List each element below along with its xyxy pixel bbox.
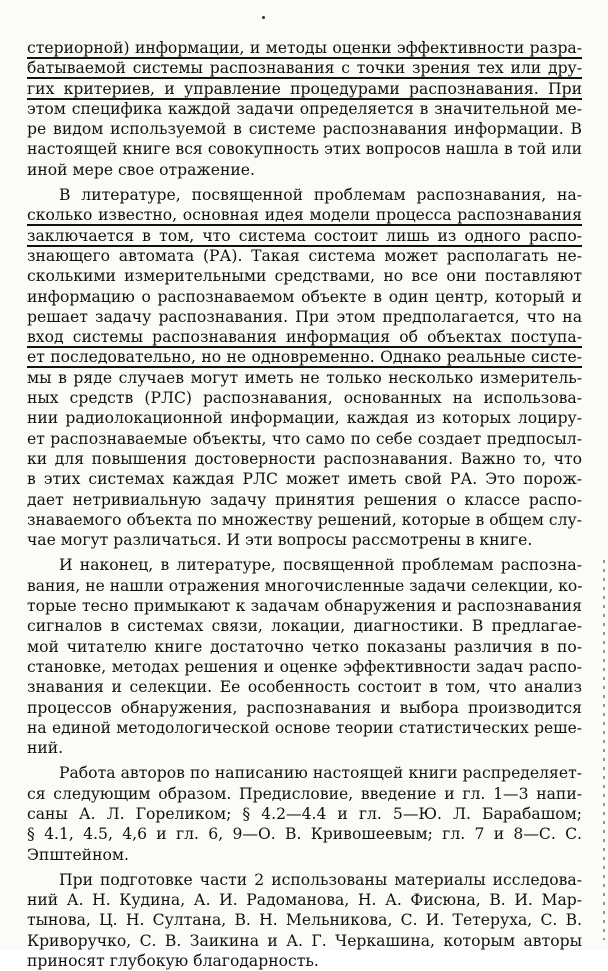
text-line: батываемой системы распознавания с точки зрения тех или дру-: [27, 59, 582, 78]
text-line: ных средств (РЛС) распознавания, основанных на использова-: [27, 389, 582, 408]
text-line: В литературе, посвященной проблемам распознавания, на-: [59, 186, 582, 205]
paragraph-5: [27, 870, 582, 971]
text-line: Эпштейном.: [27, 845, 129, 864]
scan-speck: [262, 16, 265, 19]
paragraph-2: [27, 185, 582, 550]
scan-edge-mark: [603, 560, 605, 940]
text-line: иной мере свое отражение.: [27, 160, 255, 179]
paragraph-1: [27, 38, 582, 180]
text-line: сколькими измерительными средствами, но все они поставляют: [27, 267, 582, 286]
text-line: заключается в том, что система состоит лишь из одного распо-: [27, 226, 582, 245]
text-line: на единой методологической основе теории статистических реше-: [27, 718, 582, 737]
text-line: сигналов в системах связи, локации, диагностики. В предлагае-: [27, 617, 582, 636]
text-line: ний А. Н. Кудина, А. И. Радоманова, Н. А. Фисюна, В. И. Мар-: [27, 891, 582, 910]
text-line: информацию о распознаваемом объекте в один центр, который и: [27, 287, 582, 306]
text-line: вания, не нашли отражения многочисленные задачи селекции, ко-: [27, 576, 583, 595]
text-line: сколько известно, основная идея модели процесса распознавания: [27, 206, 582, 225]
text-line: настоящей книге вся совокупность этих вопросов нашла в той или: [27, 140, 582, 159]
text-line: дает нетривиальную задачу принятия решения о классе распо-: [27, 490, 582, 509]
text-line: вход системы распознавания информация об объектах поступа-: [27, 328, 582, 347]
text-line: гих критериев, и управление процедурами распознавания. При: [27, 79, 582, 98]
text-line: в этих системах каждая РЛС может иметь свой РА. Это порож-: [27, 470, 582, 489]
text-line: этом специфика каждой задачи определяется в значительной ме-: [27, 99, 582, 118]
text-line: § 4.1, 4.5, 4,6 и гл. 6, 9—О. В. Кривошеевым; гл. 7 и 8—С. С.: [27, 825, 582, 844]
text-line: приносят глубокую благодарность.: [27, 952, 319, 971]
text-line: знавания и селекции. Ее особенность состоит в том, что анализ: [27, 678, 582, 697]
text-line: торые тесно примыкают к задачам обнаружения и распознавания: [27, 597, 582, 616]
paragraph-3: [27, 555, 582, 758]
text-line: При подготовке части 2 использованы материалы исследова-: [59, 870, 582, 889]
text-line: знаваемого объекта по множеству решений, которые в общем слу-: [27, 510, 582, 529]
text-line: знающего автомата (РА). Такая система может располагать не-: [27, 246, 582, 265]
text-line: становке, методах решения и оценке эффективности задач распо-: [27, 657, 582, 676]
text-line: чае могут различаться. И эти вопросы рассмотрены в книге.: [27, 531, 533, 550]
text-line: ний.: [27, 739, 64, 758]
text-line: саны А. Л. Гореликом; § 4.2—4.4 и гл. 5—Ю. Л. Барабашом;: [27, 804, 582, 823]
text-line: тынова, Ц. Н. Султана, В. Н. Мельникова, С. И. Тетеруха, С. В.: [27, 911, 582, 930]
text-line: мы в ряде случаев могут иметь не только несколько измеритель-: [27, 368, 582, 387]
text-line: мой читателю книге достаточно четко показаны различия в по-: [27, 637, 582, 656]
text-line: стериорной) информации, и методы оценки эффективности разра-: [27, 39, 582, 57]
paragraph-4: [27, 763, 582, 864]
text-line: ки для повышения достоверности распознавания. Важно то, что: [27, 449, 582, 468]
text-line: Криворучко, С. В. Заикина и А. Г. Черкашина, которым авторы: [27, 931, 582, 950]
text-line: Работа авторов по написанию настоящей книги распределяет-: [59, 764, 582, 783]
text-line: ет последовательно, но не одновременно. Однако реальные систе-: [27, 348, 582, 367]
text-line: ет распознаваемые объекты, что само по себе создает предпосыл-: [27, 429, 582, 448]
text-line: нии радиолокационной информации, каждая из которых лоциру-: [27, 409, 582, 428]
text-line: И наконец, в литературе, посвященной проблемам распозна-: [59, 556, 582, 575]
text-line: ся следующим образом. Предисловие, введение и гл. 1—3 напи-: [27, 784, 582, 803]
text-line: ре видом используемой в системе распознавания информации. В: [27, 120, 582, 139]
text-line: процессов обнаружения, распознавания и выбора производится: [27, 698, 582, 717]
text-line: решает задачу распознавания. При этом предполагается, что на: [27, 307, 582, 326]
body-text: [27, 38, 582, 971]
